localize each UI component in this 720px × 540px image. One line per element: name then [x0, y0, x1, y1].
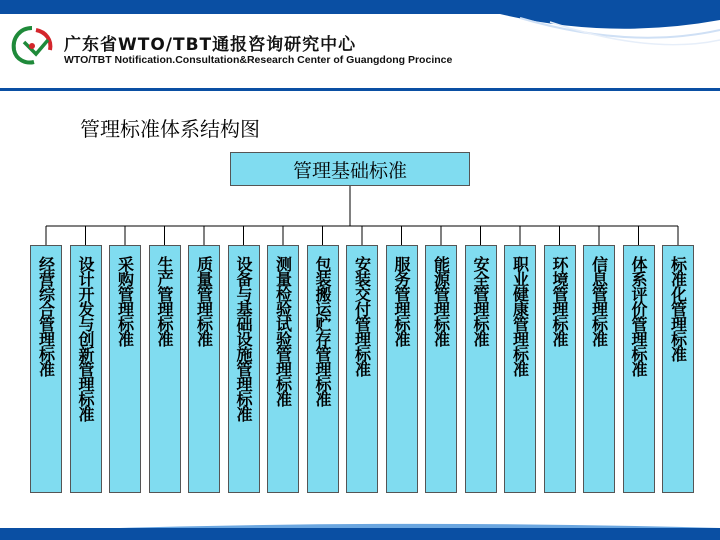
child-node-label: 设计开发与创新管理标准	[76, 256, 95, 421]
child-node-box	[465, 245, 497, 493]
child-node-box	[149, 245, 181, 493]
child-node-label: 采购管理标准	[115, 256, 135, 346]
child-node-box	[386, 245, 418, 493]
child-node-box	[583, 245, 615, 493]
footer-band	[0, 528, 720, 540]
child-node-label: 设备与基础设施管理标准	[234, 256, 253, 421]
child-node-label: 生产管理标准	[155, 256, 174, 346]
child-node-label: 安全管理标准	[471, 256, 490, 346]
child-node-label: 服务管理标准	[392, 256, 411, 346]
child-node-label: 包装搬运贮存管理标准	[313, 256, 332, 406]
child-node-box	[70, 245, 102, 493]
child-node-box	[346, 245, 378, 493]
organization-name-en: WTO/TBT Notification.Consultation&Research Center of Guangdong Procince	[64, 54, 453, 66]
child-node-label: 环境管理标准	[550, 256, 569, 346]
child-node-box	[188, 245, 220, 493]
child-node-label: 测量检验试验管理标准	[273, 256, 293, 406]
root-node-label: 管理基础标准	[292, 159, 407, 182]
child-drop-lines	[46, 226, 678, 245]
child-node-label: 经营综合管理标准	[36, 256, 56, 376]
child-node-label: 标准化管理标准	[668, 256, 688, 361]
child-node-box	[307, 245, 339, 493]
child-node-box	[228, 245, 260, 493]
child-node-box	[30, 245, 62, 493]
page-title: 管理标准体系结构图	[80, 117, 260, 141]
child-node-label: 体系评价管理标准	[629, 256, 648, 376]
child-node-box	[425, 245, 457, 493]
child-node-label: 能源管理标准	[431, 256, 451, 346]
child-node-box	[544, 245, 576, 493]
child-node-label: 安装交付管理标准	[352, 256, 372, 376]
organization-name-cn: 广东省WTO/TBT通报咨询研究中心	[64, 35, 357, 55]
child-node-box	[267, 245, 299, 493]
child-node-label: 信息管理标准	[589, 256, 609, 346]
child-node-label: 质量管理标准	[194, 256, 214, 346]
child-node-box	[662, 245, 694, 493]
child-node-box	[504, 245, 536, 493]
child-node-box	[623, 245, 655, 493]
child-node-box	[109, 245, 141, 493]
child-node-label: 职业健康管理标准	[510, 256, 530, 376]
